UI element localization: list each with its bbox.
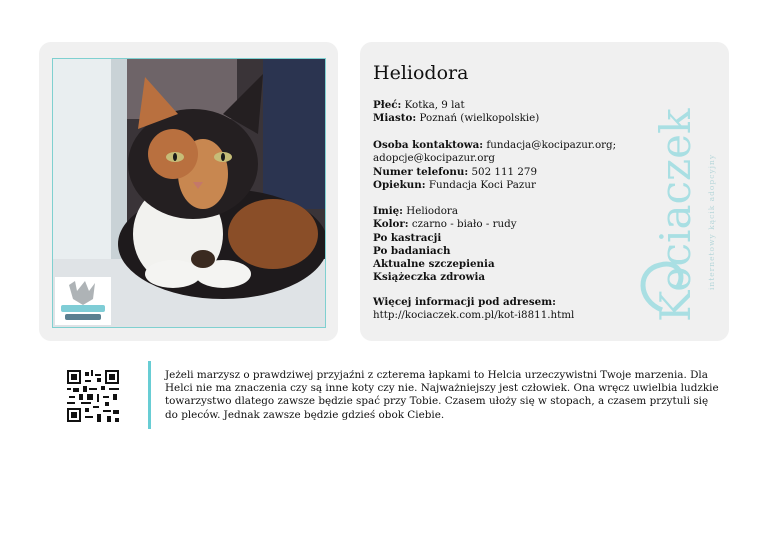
sex-value: Kotka, 9 lat xyxy=(404,99,465,111)
accent-divider xyxy=(148,361,151,429)
photo-card xyxy=(39,42,338,341)
sex-label: Płeć: xyxy=(373,99,402,111)
brand-tagline: internetowy kącik adopcyjny xyxy=(707,153,716,290)
color-value: czarno - biało - rudy xyxy=(411,218,517,231)
status-vaccinated: Aktualne szczepienia xyxy=(373,258,495,271)
brand-logo xyxy=(632,60,724,330)
phone-value: 502 111 279 xyxy=(471,165,537,178)
contact-label: Osoba kontaktowa: xyxy=(373,139,484,151)
status-examined: Po badaniach xyxy=(373,244,451,257)
more-info-label: Więcej informacji pod adresem: xyxy=(373,296,556,308)
qr-code-icon[interactable] xyxy=(67,370,119,422)
cat-photo xyxy=(52,58,326,328)
more-info-url[interactable]: http://kociaczek.com.pl/kot-i8811.html xyxy=(373,309,575,322)
info-card xyxy=(360,42,729,341)
status-neutered: Po kastracji xyxy=(373,231,442,244)
city-label: Miasto: xyxy=(373,112,417,125)
status-health-booklet: Książeczka zdrowia xyxy=(373,271,486,284)
contact-email-2: adopcje@kocipazur.org xyxy=(373,152,495,165)
more-info xyxy=(373,296,633,323)
brand-name: Kociaczek xyxy=(651,108,700,322)
guardian-label: Opiekun: xyxy=(373,178,426,191)
phone-label: Numer telefonu: xyxy=(373,165,469,178)
city-value: Poznań (wielkopolskie) xyxy=(419,112,540,125)
contact-email-1: fundacja@kocipazur.org; xyxy=(486,139,617,151)
guardian-value: Fundacja Koci Pazur xyxy=(428,178,536,191)
color-label: Kolor: xyxy=(373,218,409,231)
cat-name-title: Heliodora xyxy=(373,62,469,84)
name-label: Imię: xyxy=(373,205,403,217)
cat-details xyxy=(373,205,633,285)
foundation-logo-icon xyxy=(55,277,111,325)
name-value: Heliodora xyxy=(406,205,458,217)
cat-description: Jeżeli marzysz o prawdziwej przyjaźni z czterema łapkami to Helcia urzeczywistni Twoje marzenia. Dla Helci nie ma znaczenia czy są inne koty czy nie. Najważniejszy jest człowiek. Ona wręcz uwielbia ludzkie towarzystwo dlatego zawsze będzie spać przy Tobie. Czasem ułoży się w stopach, a czasem przytuli się do pleców. Jednak zawsze będzie gdzieś obok Ciebie. xyxy=(165,369,719,421)
contact-info xyxy=(373,139,633,192)
basic-info xyxy=(373,99,633,126)
